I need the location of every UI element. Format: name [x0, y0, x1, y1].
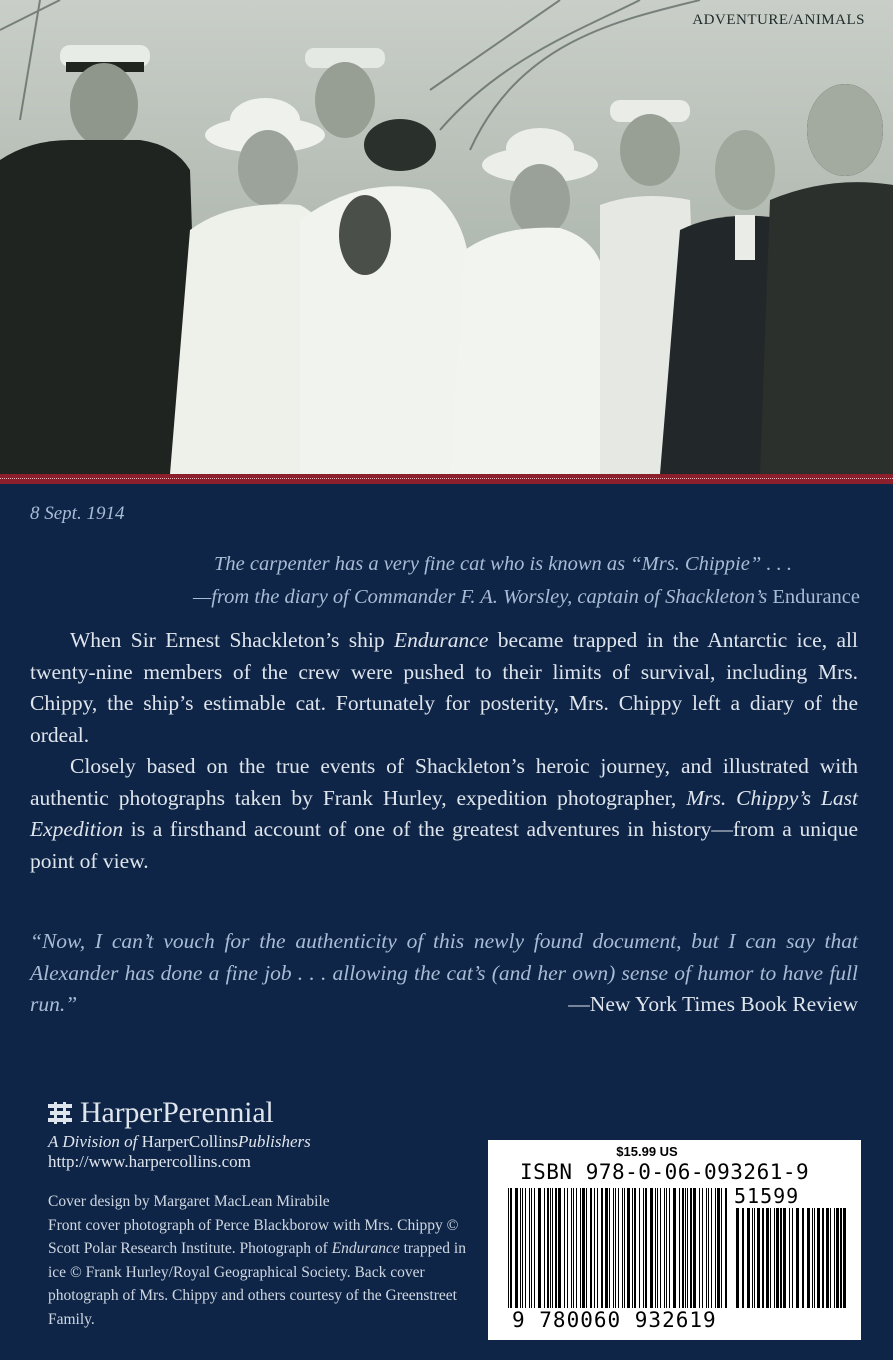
barcode-bar: [708, 1188, 709, 1308]
barcode-bar: [547, 1188, 549, 1308]
barcode-bar: [666, 1188, 667, 1308]
credit-design: Cover design by Margaret MacLean Mirabile: [48, 1193, 330, 1210]
barcode-bar: [510, 1188, 512, 1308]
barcode-bar: [693, 1188, 696, 1308]
barcode-bar: [522, 1188, 523, 1308]
barcode-bar: [632, 1188, 633, 1308]
barcode-bar: [558, 1188, 561, 1308]
barcode-bar: [627, 1188, 630, 1308]
cover-credits: [48, 1190, 468, 1331]
barcode-bar: [757, 1208, 760, 1308]
review-attribution: —New York Times Book Review: [568, 992, 858, 1016]
book-description: [30, 625, 858, 877]
barcode-bar: [754, 1208, 755, 1308]
barcode-bar: [580, 1188, 581, 1308]
barcode-bar: [550, 1188, 551, 1308]
crew-photo-illustration: [0, 0, 893, 474]
publisher-url: http://www.harpercollins.com: [48, 1152, 251, 1171]
barcode-bar: [597, 1188, 598, 1308]
barcode-bar: [822, 1208, 824, 1308]
barcode-bar: [834, 1208, 835, 1308]
barcode-bar: [590, 1188, 592, 1308]
epigraph-source: —from the diary of Commander F. A. Worsley, captain of Shackleton’s: [193, 586, 773, 608]
barcode-bar: [534, 1188, 535, 1308]
barcode-bar: [776, 1208, 779, 1308]
barcode-bar: [843, 1208, 846, 1308]
barcode-bar: [747, 1208, 750, 1308]
barcode-bar: [836, 1208, 839, 1308]
barcode-bar: [766, 1208, 769, 1308]
barcode-bar: [601, 1188, 603, 1308]
barcode-bar: [715, 1188, 716, 1308]
cover-photograph: [0, 0, 893, 474]
barcode-bar: [582, 1188, 585, 1308]
addon-code: 51599: [734, 1184, 800, 1208]
ean-digits: 9 780060 932619: [512, 1308, 717, 1332]
epigraph-line-2: [30, 581, 860, 614]
barcode-bar: [660, 1188, 661, 1308]
barcode-bar: [508, 1188, 509, 1308]
barcode-bar: [669, 1188, 670, 1308]
diary-date: 8 Sept. 1914: [30, 503, 125, 524]
barcode-bar: [814, 1208, 815, 1308]
barcode-bar: [817, 1208, 820, 1308]
barcode-bar: [780, 1208, 782, 1308]
barcode-bar: [752, 1208, 753, 1308]
barcode-bar: [717, 1188, 720, 1308]
barcode-bar: [826, 1208, 829, 1308]
barcode-bar: [605, 1188, 608, 1308]
barcode-bar: [792, 1208, 793, 1308]
barcode-bar: [807, 1208, 810, 1308]
publisher-name: HarperPerennial: [80, 1096, 274, 1129]
category-label: ADVENTURE/ANIMALS: [692, 12, 865, 28]
barcode-bar: [699, 1188, 700, 1308]
description-paragraph-2: Closely based on the true events of Shackleton’s heroic journey, and illustrated with authentic photographs taken by Frank Hurley, expedition photographer, Mrs. Chippy’s Last Expedition is a firsthand account of one of the greatest adventures in history—from a unique point of view.: [30, 754, 858, 873]
isbn-text: ISBN 978-0-06-093261-9: [520, 1160, 810, 1184]
review-text: “Now, I can’t vouch for the authenticity of this newly found document, but I can say that Alexander has done a fine job . . . allowing the cat’s (and her own) sense of humor to have full run.”: [30, 929, 858, 1016]
barcode-bar: [520, 1188, 521, 1308]
barcode-bar: [679, 1188, 680, 1308]
barcode-bar: [721, 1188, 722, 1308]
publisher-logo-icon: [48, 1102, 72, 1124]
barcode-bar: [796, 1208, 799, 1308]
ship-title: Endurance: [394, 628, 489, 652]
barcode-bar: [643, 1188, 644, 1308]
barcode-bar: [567, 1188, 568, 1308]
barcode-bar: [639, 1188, 640, 1308]
barcode-bar: [624, 1188, 625, 1308]
barcode-bar: [770, 1208, 771, 1308]
barcode-bar: [515, 1188, 518, 1308]
epigraph: [30, 548, 860, 614]
divider-band: [0, 474, 893, 484]
barcode-bar: [525, 1188, 526, 1308]
publisher-division: A Division of HarperCollinsPublishers: [48, 1132, 311, 1151]
barcode-bar: [812, 1208, 813, 1308]
barcode-bar: [802, 1208, 804, 1308]
credit-photos: Front cover photograph of Perce Blackborow with Mrs. Chippy © Scott Polar Research Institute. Photograph of Endurance trapped in ice © Frank Hurley/Royal Geographical Society. Back cover photograph of Mrs. Chippy and others courtesy of the Greenstreet Family.: [48, 1216, 466, 1328]
barcode-bar: [555, 1188, 557, 1308]
barcode-bar: [576, 1188, 577, 1308]
barcode-bar: [690, 1188, 692, 1308]
barcode-bar: [618, 1188, 619, 1308]
barcode-bar: [531, 1188, 532, 1308]
barcode-bar: [586, 1188, 587, 1308]
barcode-bar: [634, 1188, 636, 1308]
barcode-bar: [657, 1188, 658, 1308]
barcode-bar: [711, 1188, 712, 1308]
review-quote: [30, 926, 858, 1021]
publisher-block: [48, 1096, 311, 1172]
barcode-bar: [571, 1188, 572, 1308]
barcode-bar: [655, 1188, 656, 1308]
epigraph-line-1: The carpenter has a very fine cat who is known as “Mrs. Chippie” . . .: [214, 553, 792, 575]
barcode-bar: [742, 1208, 744, 1308]
barcode-bar: [564, 1188, 565, 1308]
barcode-bar: [840, 1208, 842, 1308]
barcode-bar: [573, 1188, 574, 1308]
barcode-bar: [645, 1188, 647, 1308]
barcode-bar: [702, 1188, 703, 1308]
barcode-bar: [664, 1188, 665, 1308]
barcode-bar: [762, 1208, 764, 1308]
description-paragraph-1: When Sir Ernest Shackleton’s ship Endurance became trapped in the Antarctic ice, all twenty-nine members of the crew were pushed to their limits of survival, including Mrs. Chippy, the ship’s estimable cat. Fortunately for posterity, Mrs. Chippy left a diary of the ordeal.: [30, 628, 858, 747]
barcode-bar: [685, 1188, 686, 1308]
barcode-bar: [650, 1188, 653, 1308]
barcode-bar: [725, 1188, 727, 1308]
barcode-bar: [529, 1188, 530, 1308]
barcode-bar: [622, 1188, 623, 1308]
barcode-box: [488, 1140, 861, 1340]
barcode-bar: [673, 1188, 676, 1308]
price-label: $15.99 US: [616, 1144, 678, 1159]
barcode-bar: [594, 1188, 595, 1308]
barcode-bar: [609, 1188, 610, 1308]
book-title: Mrs. Chippy’s Last Expedition: [30, 785, 858, 841]
barcode-bar: [538, 1188, 541, 1308]
barcode-bar: [682, 1188, 684, 1308]
barcode-bar: [736, 1208, 739, 1308]
barcode-bar: [789, 1208, 790, 1308]
barcode-bar: [613, 1188, 614, 1308]
barcode-bar: [544, 1188, 545, 1308]
barcode-bar: [706, 1188, 707, 1308]
barcode-bar: [830, 1208, 831, 1308]
barcode-bar: [774, 1208, 775, 1308]
barcode-bar: [615, 1188, 616, 1308]
barcode-bar: [552, 1188, 553, 1308]
barcode-bar: [687, 1188, 688, 1308]
epigraph-ship-name: Endurance: [772, 586, 860, 608]
barcode-bar: [783, 1208, 786, 1308]
